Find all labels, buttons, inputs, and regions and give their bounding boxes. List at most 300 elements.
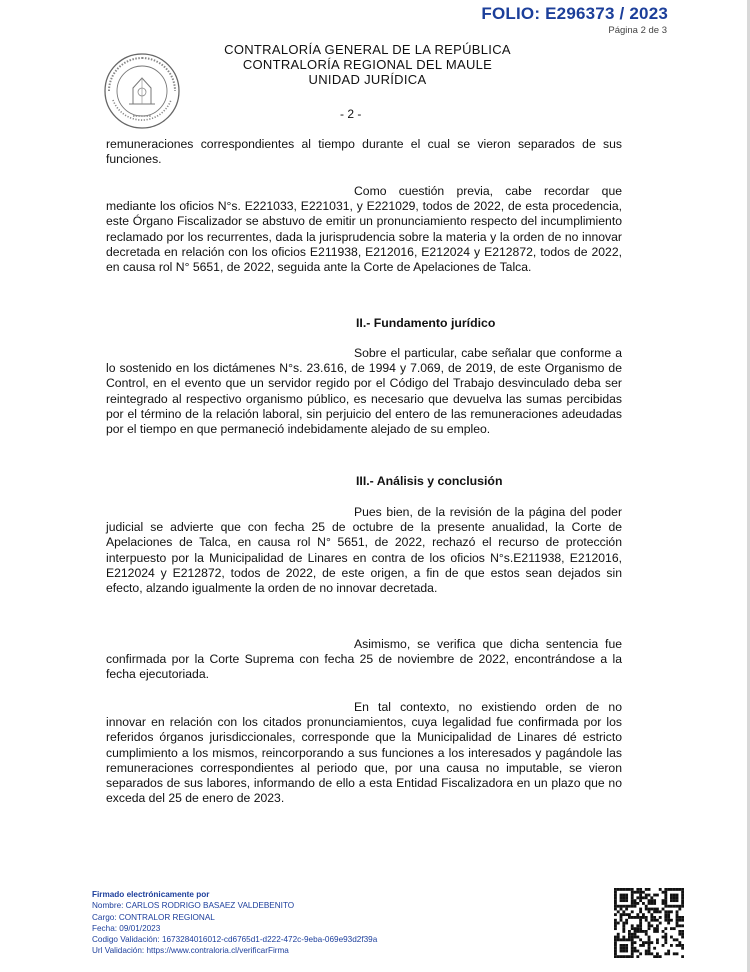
qr-module (670, 905, 673, 908)
qr-module (614, 899, 617, 902)
qr-module (639, 944, 642, 947)
qr-module (678, 944, 681, 947)
qr-module (625, 944, 628, 947)
qr-module (617, 955, 620, 958)
qr-module (664, 941, 667, 944)
qr-module (645, 950, 648, 953)
folio-number: FOLIO: E296373 / 2023 (481, 4, 668, 23)
qr-module (656, 938, 659, 941)
qr-module (634, 916, 637, 919)
qr-module (625, 899, 628, 902)
paragraph-2 (106, 184, 622, 275)
qr-module (620, 894, 623, 897)
qr-module (670, 927, 673, 930)
paragraph-6-text: En tal contexto, no existiendo orden de no innovar en relación con los citados pronunciamientos, cuya legalidad fue confirmada por los referidos órganos jurisdiccionales, corresponde que la Municipalidad de Linares dé estricto cumplimiento a los mismos, reincorporando a sus funciones a los interesados y pagándole las remuneraciones correspondientes al periodo que, por una causa no imputable, se vieron separados de sus labores, informando de ello a esta Entidad Fiscalizadora en un plazo que no exceda del 25 de enero de 2023. (106, 700, 622, 806)
qr-module (673, 894, 676, 897)
qr-module (639, 924, 642, 927)
qr-module (676, 916, 679, 919)
qr-module (639, 899, 642, 902)
qr-module (648, 950, 651, 953)
qr-module (664, 916, 667, 919)
qr-module (614, 936, 617, 939)
qr-module (681, 944, 684, 947)
qr-module (634, 930, 637, 933)
qr-module (676, 924, 679, 927)
qr-module (625, 894, 628, 897)
qr-module (617, 936, 620, 939)
qr-module (645, 919, 648, 922)
qr-module (681, 902, 684, 905)
qr-module (631, 938, 634, 941)
qr-module (622, 896, 625, 899)
qr-module (631, 905, 634, 908)
qr-module (656, 919, 659, 922)
qr-module (662, 944, 665, 947)
header-line-2: CONTRALORÍA REGIONAL DEL MAULE (242, 57, 493, 72)
qr-module (645, 930, 648, 933)
qr-module (659, 916, 662, 919)
qr-module (681, 888, 684, 891)
qr-module (664, 896, 667, 899)
qr-module (676, 894, 679, 897)
qr-module (634, 905, 637, 908)
qr-module (628, 888, 631, 891)
qr-module (634, 891, 637, 894)
qr-module (648, 922, 651, 925)
qr-module (676, 952, 679, 955)
qr-module (676, 896, 679, 899)
qr-module (642, 930, 645, 933)
signature-role: Cargo: CONTRALOR REGIONAL (92, 912, 215, 922)
qr-module (614, 902, 617, 905)
qr-module (631, 933, 634, 936)
qr-module (648, 936, 651, 939)
qr-module (681, 916, 684, 919)
qr-module (656, 894, 659, 897)
qr-module (645, 894, 648, 897)
header-line-3: UNIDAD JURÍDICA (308, 72, 427, 87)
qr-module (664, 933, 667, 936)
qr-module (667, 913, 670, 916)
qr-module (645, 916, 648, 919)
signature-validation-code: Codigo Validación: 1673284016012-cd6765d1-d222-472c-9eba-069e93d2f39a (92, 935, 378, 945)
qr-module (648, 899, 651, 902)
qr-module (653, 930, 656, 933)
qr-module (625, 913, 628, 916)
qr-module (617, 910, 620, 913)
qr-module (678, 924, 681, 927)
qr-module (664, 910, 667, 913)
qr-module (676, 938, 679, 941)
qr-module (614, 922, 617, 925)
section-heading-3: III.- Análisis y conclusión (356, 474, 503, 488)
qr-module (620, 950, 623, 953)
qr-module (662, 908, 665, 911)
qr-module (636, 955, 639, 958)
qr-module (631, 955, 634, 958)
qr-module (620, 908, 623, 911)
qr-module (636, 896, 639, 899)
qr-module (628, 916, 631, 919)
qr-module (673, 888, 676, 891)
qr-module (645, 952, 648, 955)
qr-module (664, 905, 667, 908)
qr-module (656, 910, 659, 913)
paragraph-4-text: Pues bien, de la revisión de la página del poder judicial se advierte que con fecha 25 de octubre de la presente anualidad, la Corte de Apelaciones de Talca, en causa rol N° 5651, de 2022, rechazó el recurso de protección interpuesto por la Municipalidad de Linares en contra de los oficios N°s.E211938, E212016, E212024 y E212872, todos de 2022, de este origen, a fin de que estos sean dejados sin efecto, alzando igualmente la orden de no innovar decretada. (106, 505, 622, 596)
qr-module (622, 899, 625, 902)
page-indicator: Página 2 de 3 (608, 25, 667, 36)
qr-module (636, 924, 639, 927)
qr-module (670, 894, 673, 897)
qr-module (667, 922, 670, 925)
qr-module (636, 950, 639, 953)
qr-module (639, 938, 642, 941)
qr-module (662, 930, 665, 933)
qr-code-icon[interactable] (614, 888, 684, 958)
qr-module (645, 896, 648, 899)
qr-module (676, 919, 679, 922)
qr-module (620, 905, 623, 908)
qr-module (628, 933, 631, 936)
page-number: - 2 - (340, 107, 362, 121)
qr-module (648, 888, 651, 891)
qr-module (653, 902, 656, 905)
qr-module (620, 938, 623, 941)
qr-module (634, 936, 637, 939)
qr-module (639, 930, 642, 933)
qr-module (636, 891, 639, 894)
qr-module (622, 922, 625, 925)
qr-module (664, 899, 667, 902)
qr-module (664, 913, 667, 916)
qr-module (659, 955, 662, 958)
qr-module (670, 896, 673, 899)
qr-module (650, 899, 653, 902)
qr-module (673, 938, 676, 941)
signature-title: Firmado electrónicamente por (92, 890, 210, 899)
qr-module (678, 905, 681, 908)
qr-module (617, 922, 620, 925)
qr-module (681, 899, 684, 902)
qr-module (653, 899, 656, 902)
qr-module (645, 888, 648, 891)
paragraph-1 (106, 137, 622, 167)
paragraph-1-text: remuneraciones correspondientes al tiempo durante el cual se vieron separados de sus funciones. (106, 137, 622, 167)
qr-module (639, 919, 642, 922)
qr-module (653, 916, 656, 919)
qr-module (673, 905, 676, 908)
qr-module (642, 896, 645, 899)
qr-module (625, 905, 628, 908)
paragraph-5-text: Asimismo, se verifica que dicha sentencia fue confirmada por la Corte Suprema con fecha 25 de noviembre de 2022, encontrándose a la fecha ejecutoriada. (106, 637, 622, 682)
qr-module (645, 908, 648, 911)
qr-module (628, 905, 631, 908)
qr-module (625, 947, 628, 950)
qr-module (639, 916, 642, 919)
qr-module (636, 936, 639, 939)
qr-module (631, 950, 634, 953)
qr-module (656, 952, 659, 955)
qr-module (622, 894, 625, 897)
qr-module (650, 902, 653, 905)
qr-module (620, 899, 623, 902)
qr-module (667, 952, 670, 955)
qr-module (664, 927, 667, 930)
qr-module (664, 952, 667, 955)
qr-module (648, 894, 651, 897)
qr-module (622, 888, 625, 891)
contraloria-seal-icon (103, 52, 181, 130)
qr-module (642, 941, 645, 944)
qr-module (642, 891, 645, 894)
qr-module (631, 944, 634, 947)
qr-module (636, 927, 639, 930)
qr-module (620, 947, 623, 950)
qr-module (622, 950, 625, 953)
qr-module (631, 952, 634, 955)
qr-module (620, 944, 623, 947)
qr-module (650, 916, 653, 919)
qr-module (664, 891, 667, 894)
qr-module (642, 916, 645, 919)
qr-module (659, 888, 662, 891)
qr-module (681, 930, 684, 933)
qr-module (639, 922, 642, 925)
qr-module (614, 908, 617, 911)
header-line-1: CONTRALORÍA GENERAL DE LA REPÚBLICA (224, 42, 511, 57)
qr-module (648, 944, 651, 947)
qr-module (634, 947, 637, 950)
qr-module (662, 891, 665, 894)
qr-module (662, 936, 665, 939)
qr-module (656, 924, 659, 927)
qr-module (634, 933, 637, 936)
qr-module (656, 930, 659, 933)
qr-module (664, 936, 667, 939)
qr-module (614, 888, 617, 891)
qr-module (653, 927, 656, 930)
qr-module (639, 888, 642, 891)
qr-module (681, 919, 684, 922)
qr-module (622, 930, 625, 933)
qr-module (678, 919, 681, 922)
qr-module (614, 952, 617, 955)
qr-module (676, 913, 679, 916)
qr-module (659, 910, 662, 913)
qr-module (636, 916, 639, 919)
qr-module (636, 902, 639, 905)
paragraph-4 (106, 505, 622, 596)
qr-module (653, 947, 656, 950)
electronic-signature-block (92, 889, 377, 957)
qr-module (670, 888, 673, 891)
qr-module (642, 913, 645, 916)
qr-module (625, 950, 628, 953)
qr-module (673, 927, 676, 930)
qr-module (628, 913, 631, 916)
qr-module (636, 930, 639, 933)
qr-module (614, 947, 617, 950)
qr-module (631, 941, 634, 944)
qr-module (667, 916, 670, 919)
qr-module (648, 938, 651, 941)
qr-module (631, 916, 634, 919)
qr-module (656, 941, 659, 944)
qr-module (670, 910, 673, 913)
qr-module (617, 938, 620, 941)
qr-module (622, 947, 625, 950)
qr-module (645, 905, 648, 908)
qr-module (678, 908, 681, 911)
qr-module (639, 952, 642, 955)
qr-module (642, 944, 645, 947)
qr-module (639, 908, 642, 911)
qr-module (676, 922, 679, 925)
qr-module (639, 894, 642, 897)
qr-module (670, 899, 673, 902)
qr-module (664, 938, 667, 941)
qr-module (628, 930, 631, 933)
qr-module (673, 896, 676, 899)
qr-module (639, 910, 642, 913)
paragraph-5 (106, 637, 622, 683)
qr-module (622, 905, 625, 908)
qr-module (631, 888, 634, 891)
qr-module (614, 955, 617, 958)
signature-name: Nombre: CARLOS RODRIGO BASAEZ VALDEBENITO (92, 901, 295, 911)
qr-module (628, 938, 631, 941)
qr-module (639, 891, 642, 894)
qr-module (681, 924, 684, 927)
section-heading-2: II.- Fundamento jurídico (356, 316, 496, 330)
qr-module (653, 908, 656, 911)
qr-module (653, 910, 656, 913)
qr-module (653, 955, 656, 958)
qr-module (648, 908, 651, 911)
qr-module (645, 933, 648, 936)
qr-module (614, 927, 617, 930)
qr-module (614, 919, 617, 922)
qr-module (676, 899, 679, 902)
qr-module (622, 936, 625, 939)
qr-module (670, 944, 673, 947)
qr-module (648, 947, 651, 950)
qr-module (625, 938, 628, 941)
qr-module (648, 910, 651, 913)
qr-module (614, 950, 617, 953)
qr-module (625, 896, 628, 899)
qr-module (670, 919, 673, 922)
qr-module (642, 902, 645, 905)
qr-module (678, 916, 681, 919)
qr-module (676, 905, 679, 908)
qr-module (650, 908, 653, 911)
qr-module (614, 941, 617, 944)
paragraph-3-text: Sobre el particular, cabe señalar que conforme a lo sostenido en los dictámenes N°s. 23.616, de 1994 y 7.069, de 2019, de este Organismo de Control, en el evento que un servidor regido por el Código del Trabajo desvinculado deba ser reintegrado al respectivo organismo público, es necesario que devuelva las sumas percibidas por el término de la relación laboral, sin perjuicio del entero de las remuneraciones adeudadas por el tiempo en que permaneció indebidamente alejado de su empleo. (106, 346, 622, 437)
qr-module (676, 944, 679, 947)
qr-module (622, 938, 625, 941)
qr-module (617, 905, 620, 908)
qr-module (678, 941, 681, 944)
qr-module (676, 910, 679, 913)
qr-module (634, 899, 637, 902)
qr-module (614, 891, 617, 894)
signature-date: Fecha: 09/01/2023 (92, 923, 161, 933)
qr-module (631, 927, 634, 930)
qr-module (667, 888, 670, 891)
qr-module (681, 905, 684, 908)
qr-module (614, 924, 617, 927)
qr-module (631, 894, 634, 897)
qr-module (681, 894, 684, 897)
qr-module (614, 894, 617, 897)
paragraph-3 (106, 346, 622, 437)
qr-module (639, 896, 642, 899)
qr-module (645, 941, 648, 944)
document-header (205, 42, 530, 87)
qr-module (681, 933, 684, 936)
qr-module (622, 924, 625, 927)
qr-module (614, 938, 617, 941)
qr-module (631, 896, 634, 899)
qr-module (631, 936, 634, 939)
qr-module (656, 908, 659, 911)
qr-module (664, 902, 667, 905)
qr-module (631, 910, 634, 913)
qr-module (634, 902, 637, 905)
qr-module (667, 905, 670, 908)
qr-module (639, 927, 642, 930)
qr-module (617, 888, 620, 891)
qr-module (648, 902, 651, 905)
qr-module (631, 902, 634, 905)
qr-module (664, 919, 667, 922)
qr-module (625, 922, 628, 925)
qr-module (656, 955, 659, 958)
qr-module (681, 947, 684, 950)
qr-module (628, 936, 631, 939)
qr-module (625, 888, 628, 891)
qr-module (653, 894, 656, 897)
qr-module (650, 913, 653, 916)
qr-module (625, 908, 628, 911)
qr-module (650, 924, 653, 927)
qr-module (648, 927, 651, 930)
qr-module (634, 941, 637, 944)
qr-module (650, 941, 653, 944)
qr-module (681, 896, 684, 899)
qr-module (620, 896, 623, 899)
qr-module (648, 941, 651, 944)
qr-module (622, 913, 625, 916)
qr-module (681, 936, 684, 939)
qr-module (673, 952, 676, 955)
qr-module (617, 933, 620, 936)
paragraph-6 (106, 700, 622, 806)
qr-module (634, 950, 637, 953)
qr-module (622, 955, 625, 958)
qr-module (614, 896, 617, 899)
qr-module (673, 899, 676, 902)
qr-module (653, 919, 656, 922)
qr-module (622, 944, 625, 947)
qr-module (650, 919, 653, 922)
qr-module (620, 919, 623, 922)
qr-module (631, 947, 634, 950)
qr-module (667, 910, 670, 913)
qr-module (664, 894, 667, 897)
signature-validation-url[interactable]: Url Validación: https://www.contraloria.cl/verificarFirma (92, 946, 289, 956)
